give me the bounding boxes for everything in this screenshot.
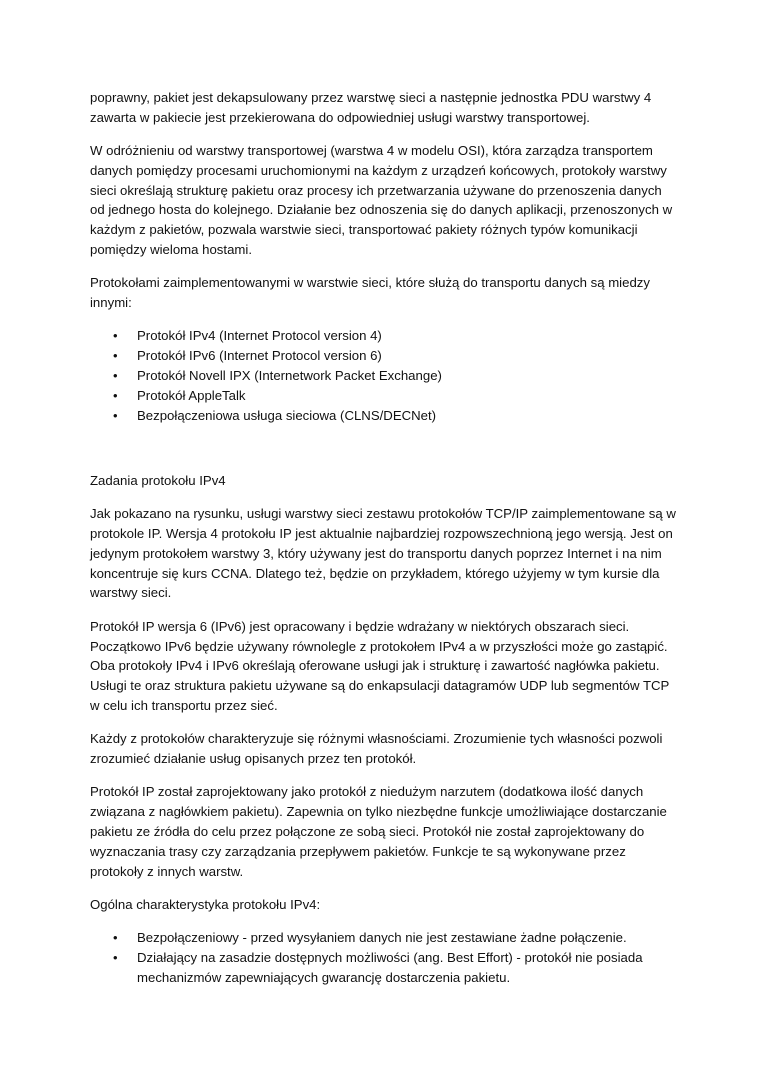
bullet-icon: •	[113, 387, 118, 403]
list-item: • Protokół IPv6 (Internet Protocol version 6)	[90, 346, 676, 366]
list-item: • Bezpołączeniowa usługa sieciowa (CLNS/DECNet)	[90, 406, 676, 426]
protocol-list	[90, 326, 676, 425]
bullet-icon: •	[113, 368, 118, 384]
document-page	[90, 88, 676, 1001]
section-heading: Zadania protokołu IPv4	[90, 472, 226, 488]
ipv4-description-paragraph: Jak pokazano na rysunku, usługi warstwy sieci zestawu protokołów TCP/IP zaimplementowane są w protokole IP. Wersja 4 protokołu IP jest aktualnie najbardziej rozpowszechnioną jego wersją. Jest on jedynym protokołem warstwy 3, który używany jest do transportu danych poprzez Internet i na nim koncentruje się kurs CCNA. Dlatego też, będzie on przykładem, którego użyjemy w tym kursie dla warstwy sieci.	[90, 506, 676, 601]
list-item: • Protokół Novell IPX (Internetwork Packet Exchange)	[90, 366, 676, 386]
bullet-icon: •	[113, 407, 118, 423]
intro-paragraph: poprawny, pakiet jest dekapsulowany przez warstwę sieci a następnie jednostka PDU warstwy 4 zawarta w pakiecie jest przekierowana do odpowiedniej usługi warstwy transportowej.	[90, 90, 652, 125]
protocols-intro-paragraph: Protokołami zaimplementowanymi w warstwie sieci, które służą do transportu danych są miedzy innymi:	[90, 275, 650, 311]
protocol-properties-paragraph: Każdy z protokołów charakteryzuje się różnymi własnościami. Zrozumienie tych własności pozwoli zrozumieć działanie usług opisanych przez ten protokół.	[90, 731, 663, 767]
transport-vs-network-paragraph: W odróżnieniu od warstwy transportowej (warstwa 4 w modelu OSI), która zarządza transportem danych pomiędzy procesami uruchomionymi na każdym z urządzeń końcowych, protokoły warstwy sieci określają strukturę pakietu oraz procesy ich przetwarzania używane do przenoszenia danych od jednego hosta do kolejnego. Działanie bez odnoszenia się do danych aplikacji, przenoszonych w każdym z pakietów, pozwala warstwie sieci, transportować pakiety różnych typów komunikacji pomiędzy wieloma hostami.	[90, 143, 673, 258]
list-item: • Protokół IPv4 (Internet Protocol version 4)	[90, 326, 676, 346]
bullet-icon: •	[113, 949, 118, 965]
ipv6-description-paragraph: Protokół IP wersja 6 (IPv6) jest opracowany i będzie wdrażany w niektórych obszarach sieci. Początkowo IPv6 będzie używany równolegle z protokołem IPv4 a w przyszłości może go zastąpić. Oba protokoły IPv4 i IPv6 określają oferowane usługi jak i strukturę i zawartość nagłówka pakietu. Usługi te oraz struktura pakietu używane są do enkapsulacji datagramów UDP lub segmentów TCP w celu ich transportu przez sieć.	[90, 618, 670, 713]
bullet-icon: •	[113, 348, 118, 364]
list-item: • Bezpołączeniowy - przed wysyłaniem danych nie jest zestawiane żadne połączenie.	[90, 928, 676, 948]
section-spacer	[90, 439, 676, 471]
list-item: • Protokół AppleTalk	[90, 386, 676, 406]
low-overhead-paragraph: Protokół IP został zaprojektowany jako protokół z niedużym narzutem (dodatkowa ilość danych związana z nagłówkiem pakietu). Zapewnia on tylko niezbędne funkcje umożliwiające dostarczanie pakietu ze źródła do celu przez połączone ze sobą sieci. Protokół nie został zaprojektowany do wyznaczania trasy czy zarządzania przepływem pakietów. Funkcje te są wykonywane przez protokoły z innych warstw.	[90, 784, 667, 879]
bullet-icon: •	[113, 930, 118, 946]
characteristics-list	[90, 928, 676, 987]
list-item: • Działający na zasadzie dostępnych możliwości (ang. Best Effort) - protokół nie posiada mechanizmów zapewniających gwarancję dostarczenia pakietu.	[113, 949, 643, 985]
characteristics-intro-paragraph: Ogólna charakterystyka protokołu IPv4:	[90, 896, 321, 912]
bullet-icon: •	[113, 328, 118, 344]
